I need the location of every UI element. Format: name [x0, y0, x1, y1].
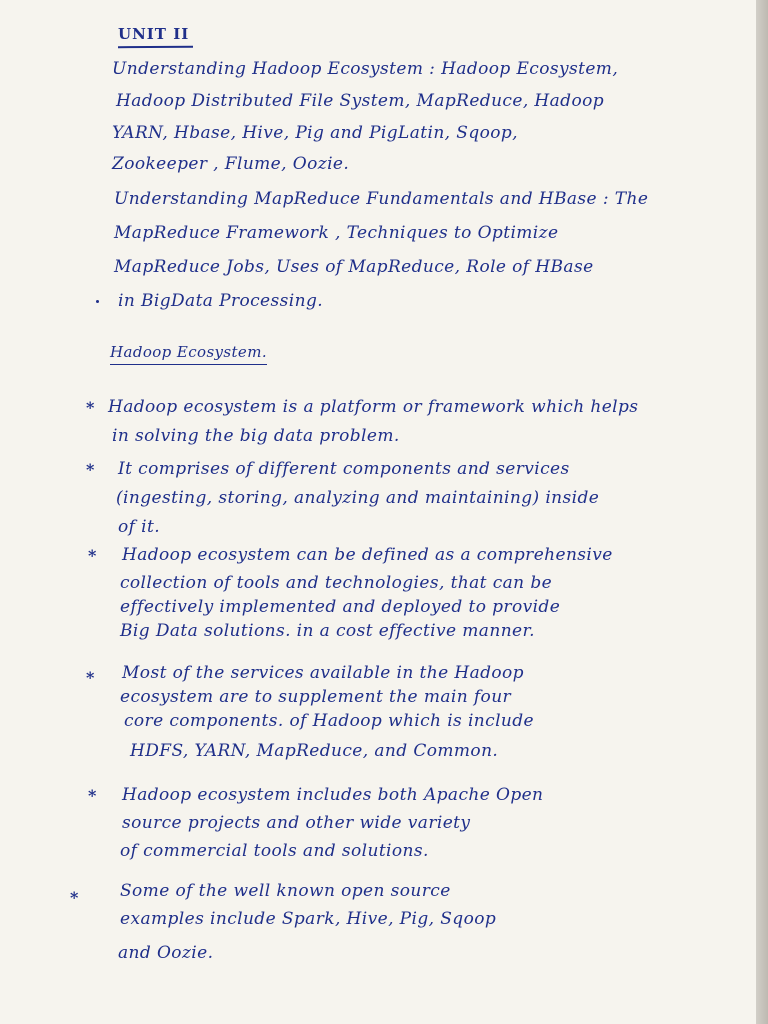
bullet-star: * — [86, 398, 95, 417]
syllabus-line: in BigData Processing. — [118, 291, 324, 311]
bullet-star: * — [88, 786, 97, 805]
bullet-line: effectively implemented and deployed to provide — [120, 597, 561, 617]
bullet-line: source projects and other wide variety — [122, 813, 471, 833]
bullet-line: Hadoop ecosystem can be defined as a comprehensive — [122, 545, 613, 565]
syllabus-line: YARN, Hbase, Hive, Pig and PigLatin, Sqoop, — [112, 123, 518, 143]
bullet-line: core components. of Hadoop which is include — [124, 711, 535, 731]
bullet-line: Some of the well known open source — [120, 881, 451, 901]
unit-heading: UNIT II — [118, 25, 190, 43]
bullet-line: ecosystem are to supplement the main four — [120, 687, 512, 707]
section-heading: Hadoop Ecosystem. — [110, 343, 268, 361]
bullet-line: Hadoop ecosystem is a platform or framework which helps — [108, 397, 639, 417]
bullet-line: (ingesting, storing, analyzing and maintaining) inside — [116, 488, 600, 508]
bullet-line: and Oozie. — [118, 943, 214, 963]
stray-dot — [96, 300, 99, 303]
bullet-star: * — [70, 888, 79, 907]
bullet-line: of it. — [118, 517, 161, 537]
syllabus-line: Hadoop Distributed File System, MapReduce, Hadoop — [116, 91, 605, 111]
bullet-line: in solving the big data problem. — [112, 426, 400, 446]
bullet-line: examples include Spark, Hive, Pig, Sqoop — [120, 909, 497, 929]
bullet-line: of commercial tools and solutions. — [120, 841, 429, 861]
bullet-star: * — [88, 546, 97, 565]
page-edge — [756, 0, 768, 1024]
syllabus-line: Zookeeper , Flume, Oozie. — [112, 154, 350, 174]
syllabus-line: Understanding Hadoop Ecosystem : Hadoop Ecosystem, — [112, 59, 619, 79]
syllabus-line: Understanding MapReduce Fundamentals and HBase : The — [114, 189, 649, 209]
bullet-line: It comprises of different components and services — [118, 459, 570, 479]
bullet-line: HDFS, YARN, MapReduce, and Common. — [130, 741, 499, 761]
bullet-star: * — [86, 668, 95, 687]
bullet-line: collection of tools and technologies, that can be — [120, 573, 553, 593]
syllabus-line: MapReduce Framework , Techniques to Optimize — [114, 223, 559, 243]
syllabus-line: MapReduce Jobs, Uses of MapReduce, Role of HBase — [114, 257, 594, 277]
bullet-line: Big Data solutions. in a cost effective manner. — [120, 621, 535, 641]
bullet-star: * — [86, 460, 95, 479]
bullet-line: Most of the services available in the Hadoop — [122, 663, 524, 683]
bullet-line: Hadoop ecosystem includes both Apache Open — [122, 785, 544, 805]
